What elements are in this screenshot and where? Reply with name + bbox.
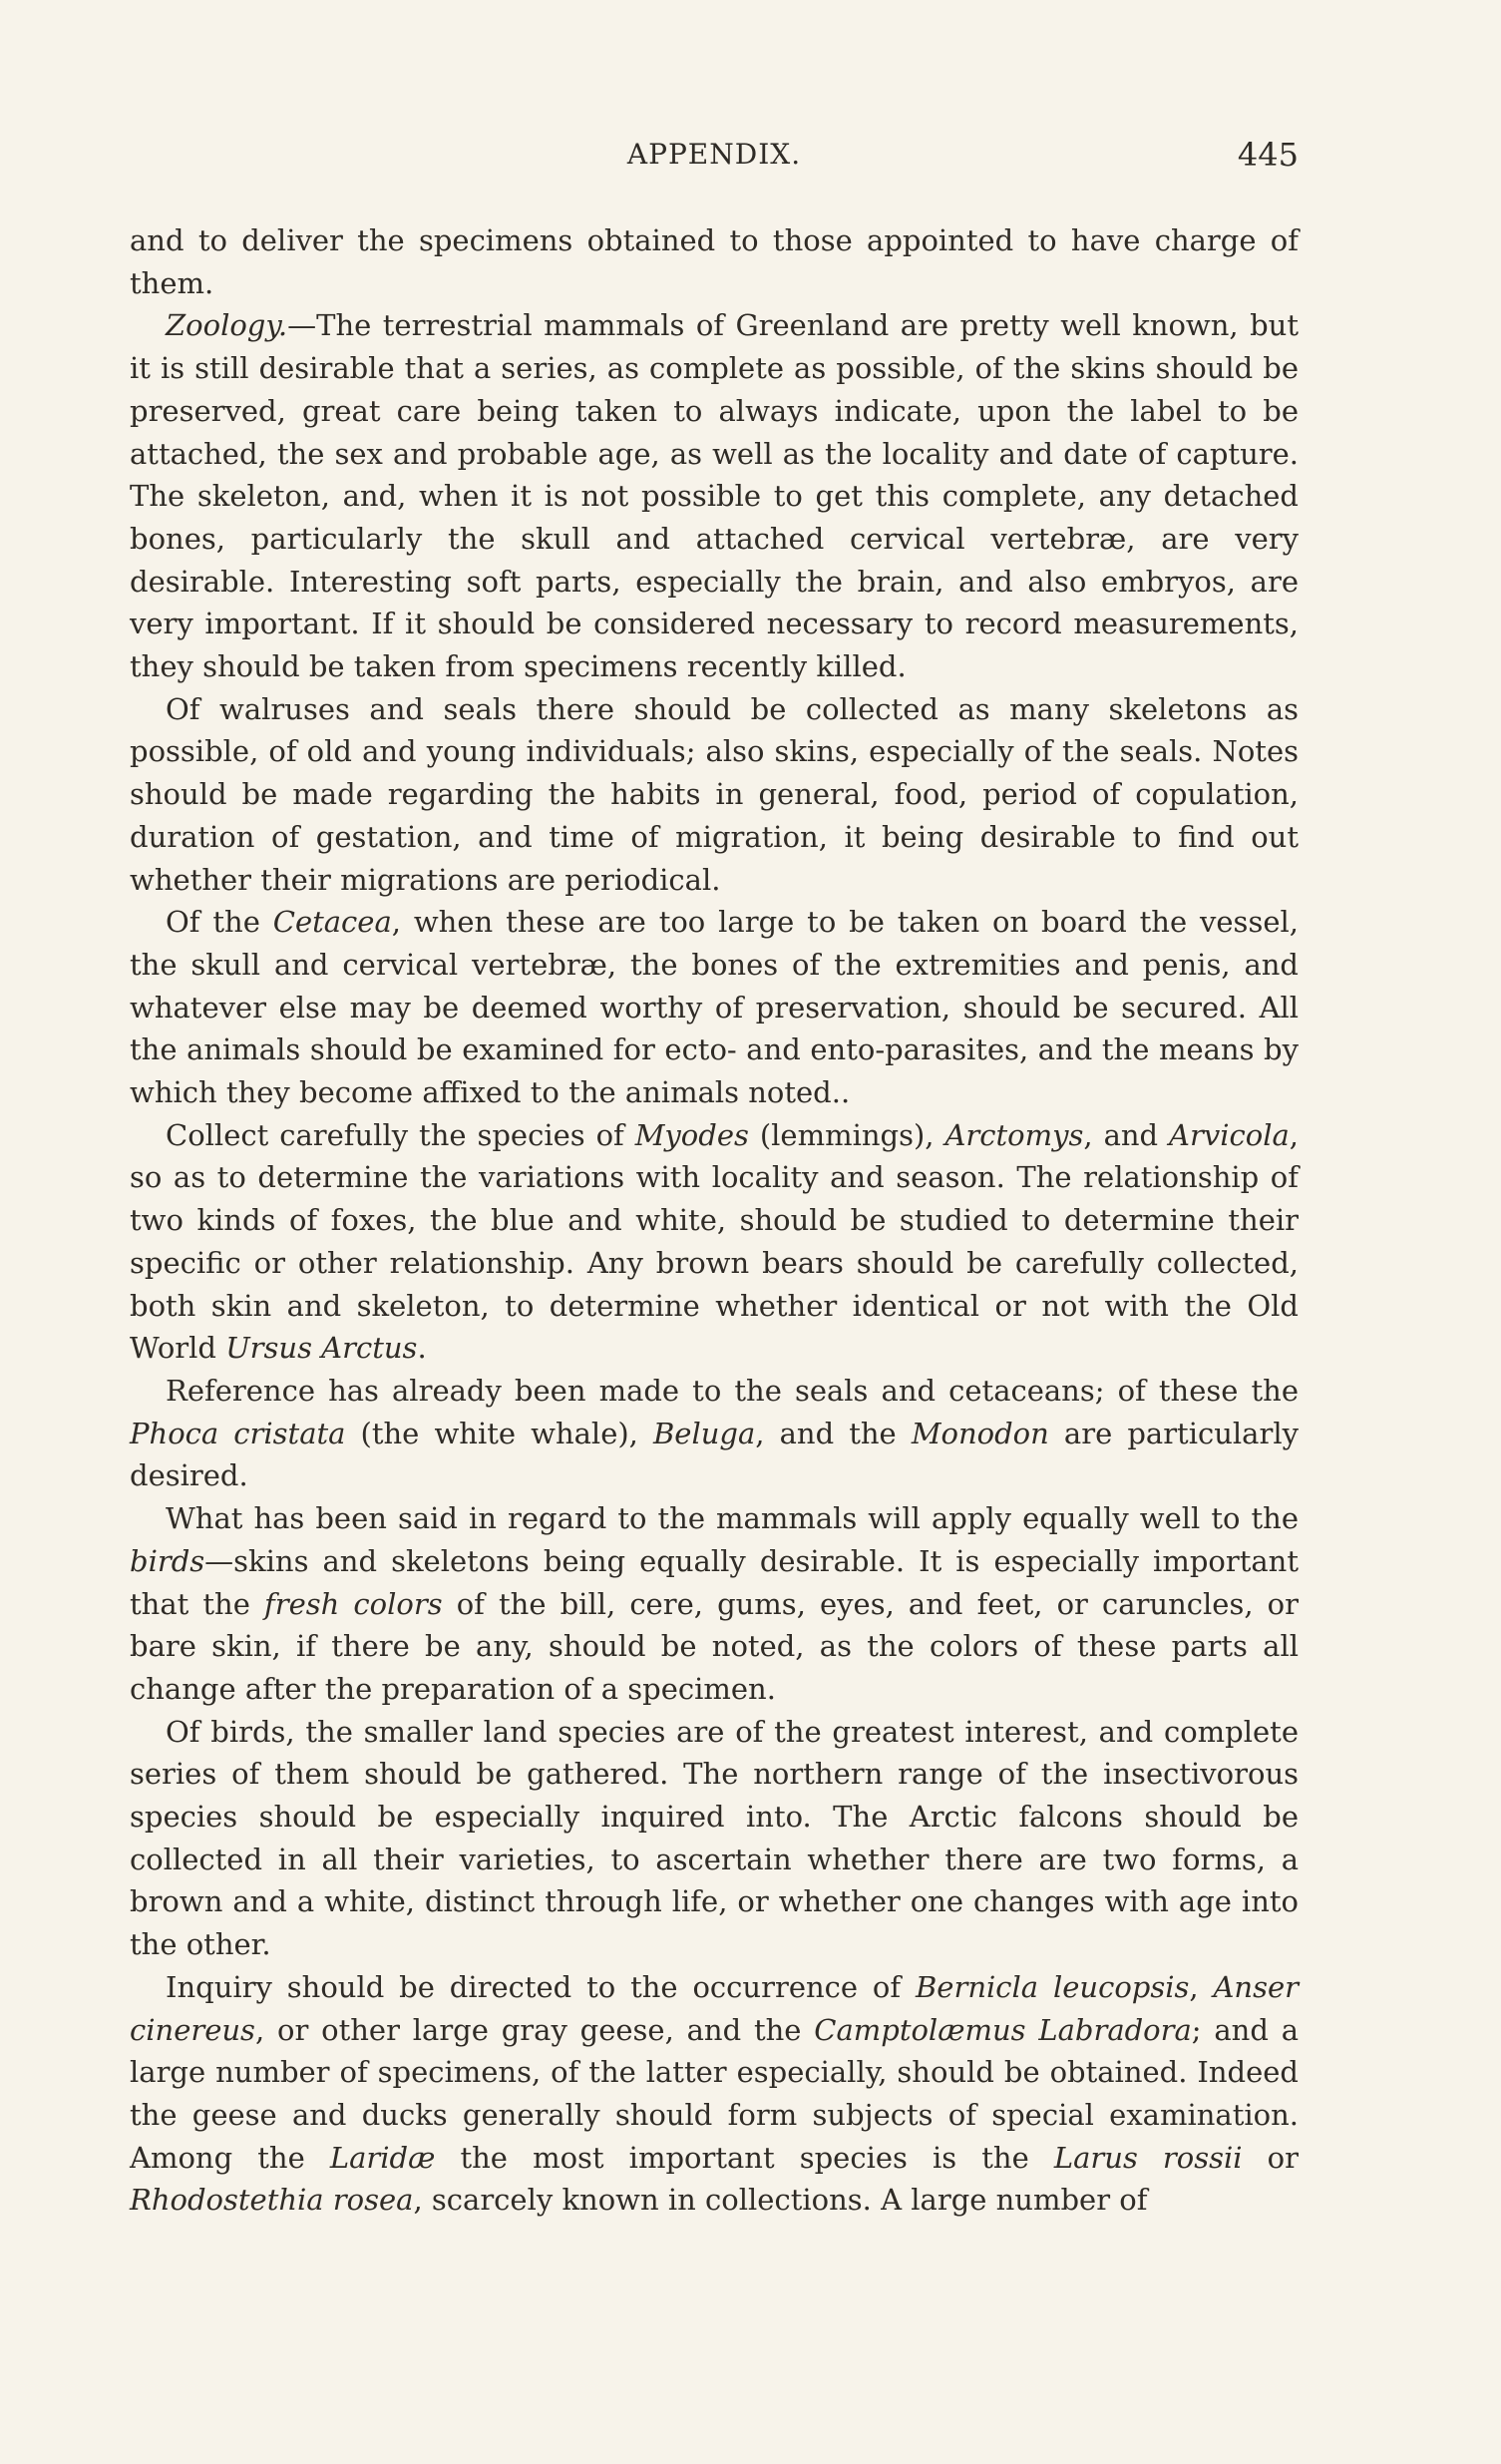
italic-term: Arvicola (1169, 1117, 1290, 1152)
italic-term: Laridæ (329, 2140, 436, 2175)
text-run: and to deliver the specimens obtained to those appointed to have charge of them. (130, 223, 1299, 300)
text-run: ; and a large number of specimens, of the latter especially, should be obtained. Indeed the geese and ducks generally should form subjects of special examination. Among the (130, 2012, 1300, 2175)
paragraph (130, 901, 1299, 1114)
page-header (130, 138, 1299, 188)
paragraph (130, 1370, 1299, 1497)
italic-term: Myodes (634, 1117, 749, 1152)
italic-term: birds (130, 1543, 205, 1578)
italic-term: Bernicla leucopsis (916, 1969, 1190, 2004)
text-run: of the bill, cere, gums, eyes, and feet, or caruncles, or bare skin, if there be any, should be noted, as the colors of these parts all change after the preparation of a specimen. (130, 1586, 1299, 1706)
italic-term: Ursus Arctus (225, 1331, 418, 1366)
text-run: Of the (166, 905, 273, 940)
text-run: What has been said in regard to the mammals will apply equally well to the (166, 1501, 1299, 1536)
italic-term: Cetacea (272, 905, 392, 940)
text-run: Of walruses and seals there should be collected as many skeletons as possible, of old and young individuals; also skins, especially of the seals. Notes should be made regarding the habits in general, food, period of copulation, duration of gestation, and time of migration, it being desirable to find out whether their migrations are periodical. (130, 691, 1299, 897)
text-run: . (417, 1331, 427, 1366)
text-run: Of birds, the smaller land species are of the greatest interest, and complete series of them should be gathered. The northern range of the insectivorous species should be especially inquired into. The Arctic falcons should be collected in all their varieties, to ascertain whether there are two forms, a brown and a white, distinct through life, or whether one changes with age into the other. (130, 1714, 1299, 1962)
text-run: or (1242, 2140, 1300, 2175)
italic-term: Monodon (911, 1416, 1049, 1450)
text-run: —The terrestrial mammals of Greenland are pretty well known, but it is still desirable that a series, as complete as possible, of the skins should be preserved, great care being taken to always indicate, upon the label to be attached, the sex and probable age, as well as the locality and date of capture. The skeleton, and, when it is not possible to get this complete, any detached bones, particularly the skull and attached cervical vertebræ, are very desirable. Interesting soft parts, especially the brain, and also embryos, are very important. If it should be considered necessary to record measurements, they should be taken from specimens recently killed. (130, 308, 1299, 684)
italic-term: Larus rossii (1053, 2140, 1243, 2175)
paragraph (130, 1497, 1299, 1711)
text-run: , so as to determine the variations with locality and season. The relationship of two kinds of foxes, the blue and white, should be studied to determine their specific or other relationship. Any brown bears should be carefully collected, both skin and skeleton, to determine whether identical or not with the Old World (130, 1117, 1299, 1366)
text-run: the most important species is the (435, 2140, 1054, 2175)
italic-term: Beluga (653, 1416, 756, 1450)
text-run: Inquiry should be directed to the occurrence of (166, 1969, 916, 2004)
text-run: , or other large gray geese, and the (254, 2012, 815, 2047)
italic-term: Rhodostethia rosea (130, 2183, 414, 2218)
italic-term: Anser cinereus (130, 1969, 1300, 2047)
text-run: , scarcely known in collections. A large number of (413, 2183, 1148, 2218)
paragraph (130, 688, 1299, 902)
italic-term: Arctomys (944, 1117, 1084, 1152)
text-run: (the white whale), (345, 1416, 653, 1450)
italic-term: fresh colors (263, 1586, 443, 1621)
text-run: Reference has already been made to the seals and cetaceans; of these the (166, 1373, 1299, 1408)
text-run: , when these are too large to be taken on board the vessel, the skull and cervical vertebræ, the bones of the extremities and penis, and whatever else may be deemed worthy of preservation, should be secured. All the animals should be examined for ecto- and ento-parasites, and the means by which they become affixed to the animals noted.. (130, 905, 1299, 1110)
text-run: Collect carefully the species of (166, 1117, 635, 1152)
paragraph (130, 1966, 1299, 2222)
text-run: , (1189, 1969, 1214, 2004)
text-run: (lemmings), (748, 1117, 945, 1152)
text-run: are particularly desired. (130, 1416, 1299, 1493)
italic-term: Phoca cristata (130, 1416, 346, 1450)
paragraph (130, 1711, 1299, 1966)
paragraph (130, 219, 1299, 304)
text-run: —skins and skeletons being equally desirable. It is especially important that the (130, 1543, 1299, 1621)
text-run: , and (1083, 1117, 1170, 1152)
paragraph (130, 1114, 1299, 1370)
italic-term: Zoology. (166, 308, 288, 343)
paragraph (130, 304, 1299, 687)
text-run: , and the (755, 1416, 912, 1450)
italic-term: Camptolæmus Labradora (814, 2012, 1192, 2047)
running-head: APPENDIX. (626, 138, 802, 171)
body-text (130, 219, 1299, 2222)
page-number: 445 (1237, 136, 1299, 174)
